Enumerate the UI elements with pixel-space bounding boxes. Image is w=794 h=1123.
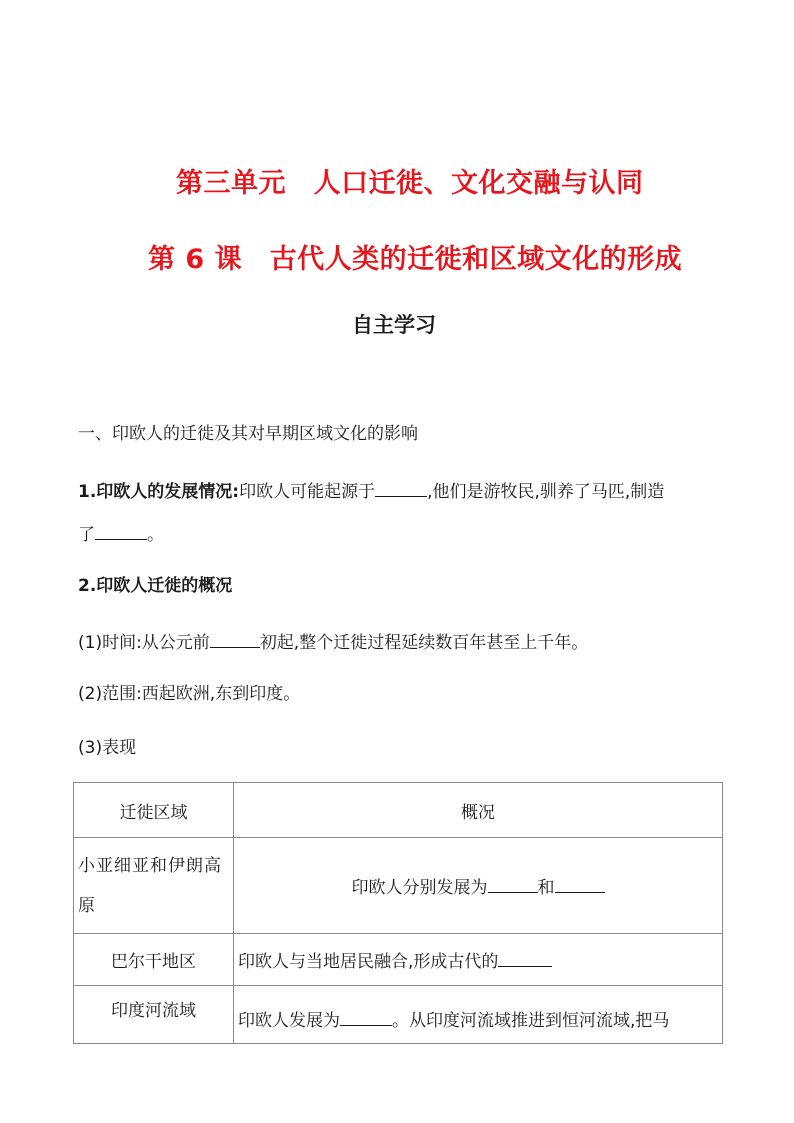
item1-label: 1.印欧人的发展情况: xyxy=(78,482,240,502)
item1-line2 xyxy=(78,524,164,544)
table-row xyxy=(74,934,723,986)
migration-table xyxy=(73,782,723,1044)
row3-desc xyxy=(234,986,723,1044)
row3-desc-a: 印欧人发展为 xyxy=(238,1011,340,1031)
item2-heading: 2.印欧人迁徙的概况 xyxy=(78,576,233,596)
item1-line1 xyxy=(78,481,664,501)
row2-desc-a: 印欧人与当地居民融合,形成古代的 xyxy=(238,952,499,972)
row1-desc-b: 和 xyxy=(537,878,555,898)
item1-text-b: ,他们是游牧民,驯养了马匹,制造 xyxy=(427,482,665,502)
blank-time xyxy=(210,632,260,648)
part-one-heading: 一、印欧人的迁徙及其对早期区域文化的影响 xyxy=(78,424,418,444)
unit-title: 第三单元 人口迁徙、文化交融与认同 xyxy=(176,168,644,199)
row1-blank-1 xyxy=(488,877,538,893)
sub1-text-a: (1)时间:从公元前 xyxy=(78,633,210,653)
row2-blank-1 xyxy=(498,951,552,967)
header-region: 迁徙区域 xyxy=(74,783,234,838)
row2-desc xyxy=(234,934,723,986)
header-desc: 概况 xyxy=(234,783,723,838)
row2-region: 巴尔干地区 xyxy=(74,934,234,986)
sub1-text-b: 初起,整个迁徙过程延续数百年甚至上千年。 xyxy=(259,633,589,653)
item1-text-a: 印欧人可能起源于 xyxy=(239,482,376,502)
row3-blank-1 xyxy=(340,1010,392,1026)
row1-region: 小亚细亚和伊朗高原 xyxy=(74,838,234,934)
blank-origin xyxy=(375,481,427,497)
table-row xyxy=(74,838,723,934)
sub2-line: (2)范围:西起欧洲,东到印度。 xyxy=(78,684,301,704)
sub1-line xyxy=(78,632,588,652)
item1-text-c: 了 xyxy=(78,525,95,545)
lesson-title: 第 6 课 古代人类的迁徙和区域文化的形成 xyxy=(148,244,683,275)
table-row xyxy=(74,986,723,1044)
table-header-row xyxy=(74,783,723,838)
row1-desc-a: 印欧人分别发展为 xyxy=(351,878,488,898)
item1-text-d: 。 xyxy=(147,525,164,545)
row3-region: 印度河流域 xyxy=(74,986,234,1044)
section-title: 自主学习 xyxy=(352,313,436,337)
blank-invention xyxy=(95,524,147,540)
row1-desc xyxy=(234,838,723,934)
row3-desc-b: 。从印度河流域推进到恒河流域,把马 xyxy=(392,1011,670,1031)
row1-blank-2 xyxy=(555,877,605,893)
sub3-line: (3)表现 xyxy=(78,738,137,758)
